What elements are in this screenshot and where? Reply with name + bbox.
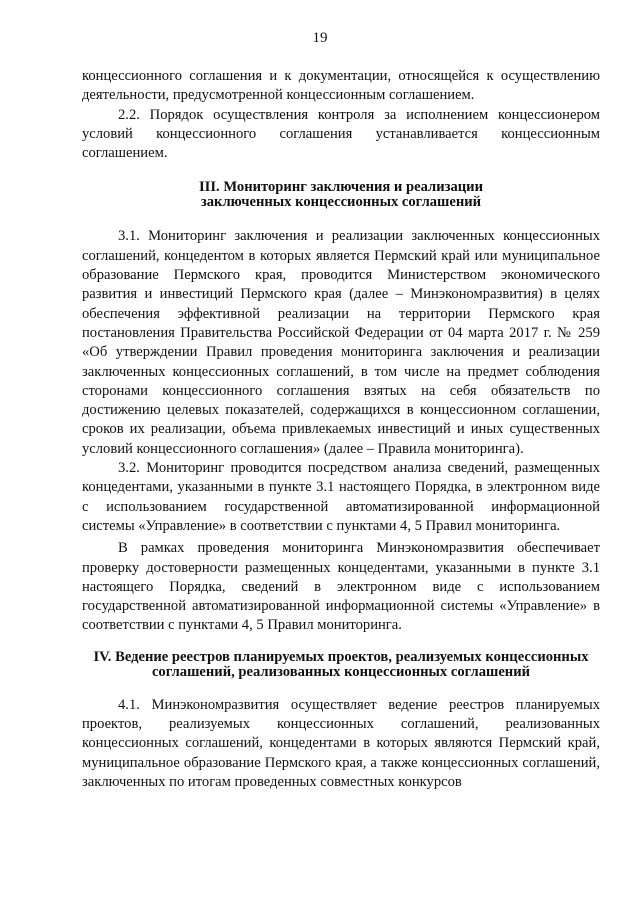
paragraph-continuation: концессионного соглашения и к документации, относящейся к осуществлению деятельности, предусмотренной концессионным соглашением.: [82, 68, 600, 104]
page-number: 19: [312, 30, 328, 46]
paragraph-2-2: 2.2. Порядок осуществления контроля за исполнением концессионером условий концессионного соглашения устанавливается концессионным соглашением.: [82, 106, 600, 162]
paragraph-3-2-monitoring: В рамках проведения мониторинга Минэкономразвития обеспечивает проверку достоверности размещенных концедентами, указанными в пункте 3.1 настоящего Порядка, сведений в электронном виде с использованием государственной автоматизированной информационной системы «Управление» в соответствии с пунктами 4, 5 Правил мониторинга.: [82, 540, 600, 634]
paragraph-4-1: 4.1. Минэкономразвития осуществляет ведение реестров планируемых проектов, реализуемых концессионных соглашений, реализованных концессионных соглашений, концедентами в которых являются Пермский край, муниципальное образование Пермского края, а также концессионных соглашений, заключенных по итогам проведенных совместных конкурсов: [82, 696, 600, 790]
paragraph-3-2: 3.2. Мониторинг проводится посредством анализа сведений, размещенных концедентами, указанными в пункте 3.1 настоящего Порядка, в электронном виде с использованием государственной автоматизированной информационной системы «Управление» в соответствии с пунктами 4, 5 Правил мониторинга.: [82, 460, 600, 534]
section-heading-4-line1: IV. Ведение реестров планируемых проектов, реализуемых концессионных: [93, 648, 589, 665]
section-heading-3-line2: заключенных концессионных соглашений: [200, 194, 482, 211]
paragraph-3-1: 3.1. Мониторинг заключения и реализации заключенных концессионных соглашений, концедентом в которых является Пермский край или муниципальное образование Пермского края, проводится Министерством экономического развития и инвестиций Пермского края (далее – Минэкономразвития) в целях обеспечения эффективной реализации на территории Пермского края постановления Правительства Российской Федерации от 04 марта 2017 г. № 259 «Об утверждении Правил проведения мониторинга заключения и реализации заключенных концессионных соглашений, в том числе на предмет соблюдения сторонами концессионного соглашения взятых на себя обязательств по достижению целевых показателей, содержащихся в концессионном соглашении, сроков их реализации, объема привлекаемых инвестиций и иных существенных условий концессионного соглашения» (далее – Правила мониторинга).: [82, 228, 600, 457]
section-heading-4: [82, 650, 600, 680]
section-heading-3: [82, 180, 600, 210]
section-heading-4-line2: соглашений, реализованных концессионных соглашений: [151, 663, 531, 680]
document-body: [82, 67, 600, 792]
section-heading-3-line1: III. Мониторинг заключения и реализации: [199, 179, 483, 196]
